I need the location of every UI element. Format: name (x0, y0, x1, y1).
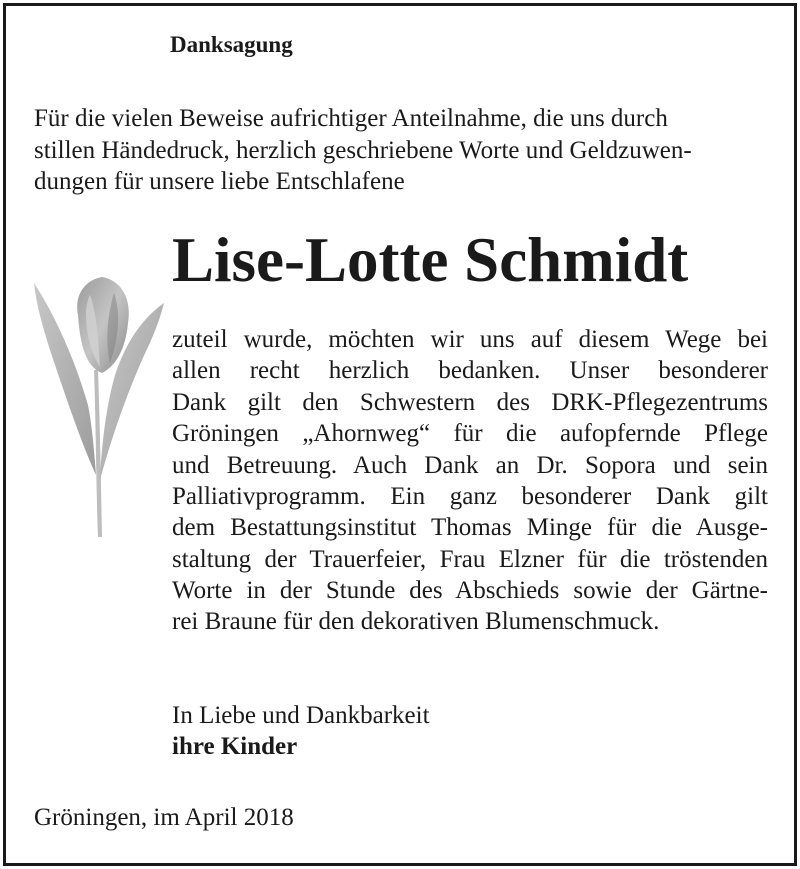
body-line: rei Braune für den dekorativen Blumenschmuck. (172, 608, 660, 635)
notice-heading: Danksagung (170, 32, 293, 57)
deceased-name: Lise-Lotte Schmidt (172, 225, 689, 295)
body-line: Palliativprogramm. Ein ganz besonderer Dank gilt (172, 483, 768, 510)
body-line: zuteil wurde, möchten wir uns auf diesem Wege bei (172, 326, 768, 353)
intro-line: dungen für unsere liebe Entschlafene (34, 168, 405, 195)
body-line: Gröningen „Ahornweg“ für die aufopfernde Pflege (172, 420, 768, 447)
body-line: allen recht herzlich bedanken. Unser besonderer (172, 357, 768, 384)
intro-line: stillen Händedruck, herzlich geschriebene Worte und Geldzuwen- (34, 137, 692, 164)
signature: ihre Kinder (172, 733, 298, 760)
closing-phrase: In Liebe und Dankbarkeit (172, 702, 430, 729)
body-line: Dank gilt den Schwestern des DRK-Pflegezentrums (172, 389, 768, 416)
body-line: staltung der Trauerfeier, Frau Elzner für die tröstenden (172, 546, 768, 573)
tulip-icon (30, 275, 170, 545)
intro-line: Für die vielen Beweise aufrichtiger Anteilnahme, die uns durch (34, 105, 668, 132)
body-line: und Betreuung. Auch Dank an Dr. Sopora und sein (172, 452, 768, 479)
body-line: Worte in der Stunde des Abschieds sowie der Gärtne- (172, 577, 768, 604)
place-date: Gröningen, im April 2018 (34, 804, 294, 831)
body-line: dem Bestattungsinstitut Thomas Minge für die Ausge- (172, 514, 768, 541)
